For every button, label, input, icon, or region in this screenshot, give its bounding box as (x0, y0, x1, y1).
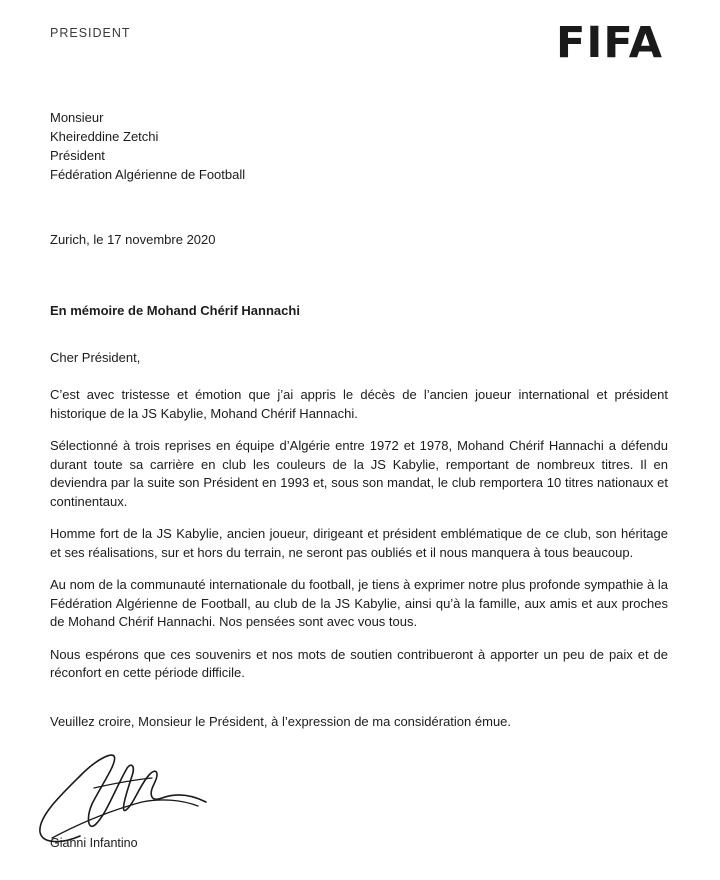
letter-body (50, 386, 668, 697)
body-paragraph: Au nom de la communauté internationale du football, je tiens à exprimer notre plus profonde sympathie à la Fédération Algérienne de Football, au club de la JS Kabylie, ainsi qu’à la famille, aux amis et aux proches de Mohand Chérif Hannachi. Nos pensées sont avec vous tous. (50, 577, 668, 629)
recipient-line: Fédération Algérienne de Football (50, 167, 246, 182)
handwritten-signature (22, 744, 222, 849)
letter-subject: En mémoire de Mohand Chérif Hannachi (50, 303, 300, 318)
recipient-line: Kheireddine Zetchi (50, 129, 159, 144)
fifa-logo: FIFA (556, 18, 664, 68)
place-date: Zurich, le 17 novembre 2020 (50, 232, 216, 247)
body-paragraph: Sélectionné à trois reprises en équipe d’Algérie entre 1972 et 1978, Mohand Chérif Hannachi a défendu durant toute sa carrière en club les couleurs de la JS Kabylie, remportant de nombreux titres. Il en deviendra par la suite son Président en 1993 et, sous son mandat, le club remportera 10 titres nationaux et continentaux. (50, 438, 668, 509)
closing-line: Veuillez croire, Monsieur le Président, à l’expression de ma considération émue. (50, 714, 512, 729)
recipient-line: Président (50, 148, 105, 163)
salutation: Cher Président, (50, 350, 141, 365)
body-paragraph: Nous espérons que ces souvenirs et nos mots de soutien contribueront à apporter un peu de paix et de réconfort en cette période difficile. (50, 646, 668, 680)
signer-name: Gianni Infantino (50, 836, 138, 850)
recipient-address (50, 108, 245, 184)
body-paragraph: C’est avec tristesse et émotion que j’ai appris le décès de l’ancien joueur international et président historique de la JS Kabylie, Mohand Chérif Hannachi. (50, 387, 668, 421)
letterhead-role: PRESIDENT (50, 26, 131, 40)
recipient-line: Monsieur (50, 110, 104, 125)
body-paragraph: Homme fort de la JS Kabylie, ancien joueur, dirigeant et président emblématique de ce club, son héritage et ses réalisations, sur et hors du terrain, ne seront pas oubliés et il nous manquera à tous beaucoup. (50, 526, 668, 560)
